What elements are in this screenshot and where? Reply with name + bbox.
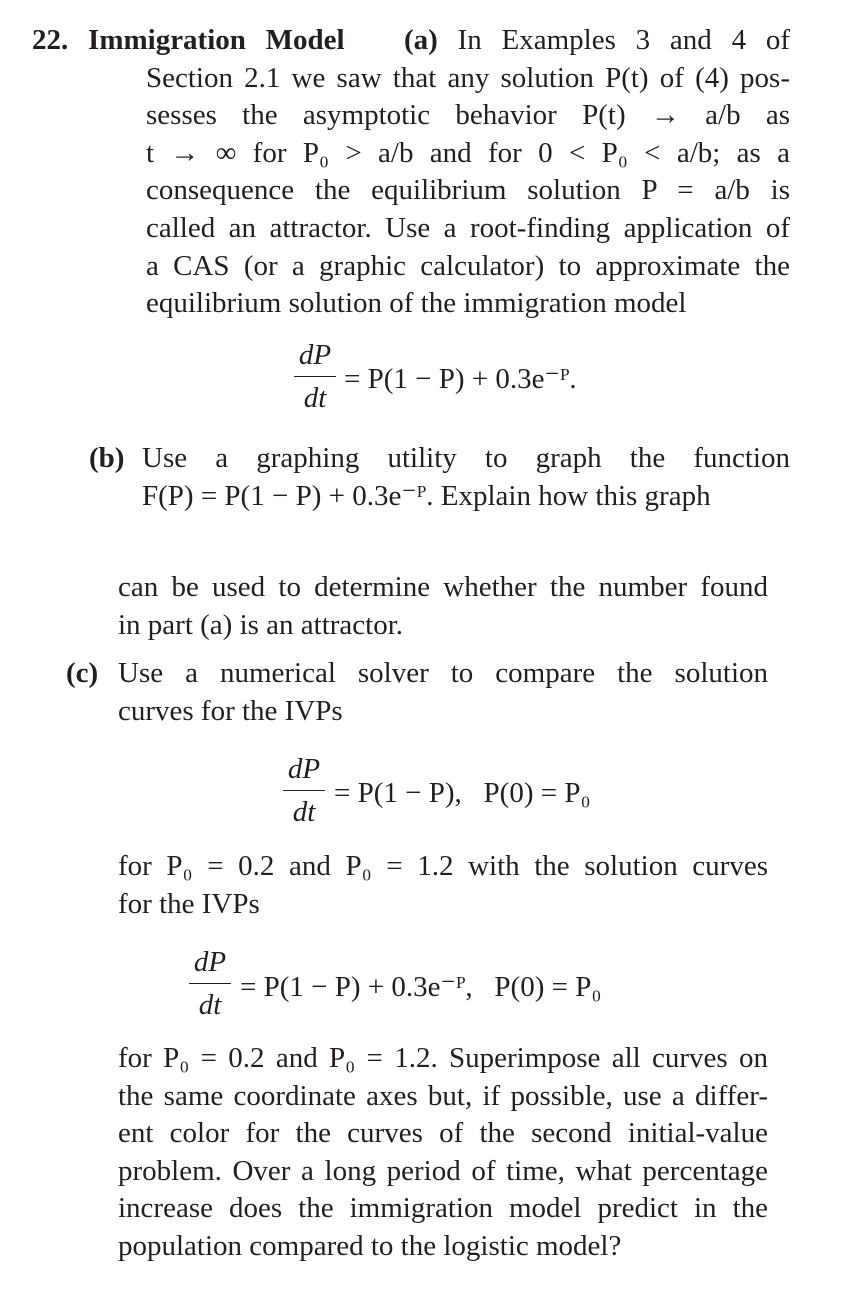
part-c-line: problem. Over a long period of time, what percentage xyxy=(118,1154,768,1187)
part-c-line: ent color for the curves of the second initial-value xyxy=(118,1117,768,1150)
equation-a-denominator: dt xyxy=(303,382,327,414)
equation-a-numerator: dP xyxy=(298,339,332,371)
part-a-line: called an attractor. Use a root-finding application of xyxy=(146,211,790,244)
part-a-line: t → ∞ for P₀ > a/b and for 0 < P₀ < a/b; as a xyxy=(146,136,790,169)
part-c-label: (c) xyxy=(66,657,99,689)
equation-c1-fraction xyxy=(283,752,325,829)
equation-a-fraction xyxy=(294,338,336,415)
part-c-line: for P₀ = 0.2 and P₀ = 1.2. Superimpose all curves on xyxy=(118,1042,768,1074)
equation-a-rhs: = P(1 − P) + 0.3e⁻ᴾ. xyxy=(344,363,577,395)
equation-c1-numerator: dP xyxy=(287,753,321,785)
part-a-line-1: 22. Immigration Model (a) In Examples 3 and 4 of xyxy=(32,24,791,56)
part-a-label: (a) xyxy=(403,24,438,56)
part-c-body-2 xyxy=(118,848,768,923)
part-a-line: Section 2.1 we saw that any solution P(t) of (4) pos- xyxy=(146,61,790,94)
part-b-line: in part (a) is an attractor. xyxy=(118,608,404,641)
part-c-line: for P₀ = 0.2 and P₀ = 1.2 with the solution curves xyxy=(118,850,768,882)
equation-c2-numerator: dP xyxy=(193,946,227,978)
part-c-body-1 xyxy=(118,655,768,730)
part-a-line: a CAS (or a graphic calculator) to approximate the xyxy=(146,249,790,282)
part-c-line: population compared to the logistic model? xyxy=(118,1229,622,1262)
equation-c2-fraction xyxy=(189,945,231,1022)
part-b-line: can be used to determine whether the number found xyxy=(118,571,768,603)
equation-c2-denominator: dt xyxy=(198,989,222,1021)
problem-title: Immigration Model xyxy=(88,24,345,56)
part-a-line: consequence the equilibrium solution P = a/b is xyxy=(146,174,790,207)
part-b-body-continued xyxy=(118,569,768,644)
fraction-bar xyxy=(294,376,336,377)
part-b-line: F(P) = P(1 − P) + 0.3e⁻ᴾ. Explain how this graph xyxy=(142,479,711,512)
part-c-line: increase does the immigration model predict in the xyxy=(118,1192,768,1225)
part-a-body xyxy=(146,60,790,323)
part-c-line: Use a numerical solver to compare the solution xyxy=(118,657,768,689)
fraction-bar xyxy=(189,983,231,984)
problem-number: 22. xyxy=(32,24,69,56)
part-c-line: for the IVPs xyxy=(118,887,260,920)
fraction-bar xyxy=(283,790,325,791)
part-c-body-3 xyxy=(118,1040,768,1266)
part-b-label: (b) xyxy=(89,442,125,474)
part-c-line: curves for the IVPs xyxy=(118,694,343,727)
equation-c1-rhs: = P(1 − P), P(0) = P₀ xyxy=(334,777,591,809)
part-a-text xyxy=(32,22,790,60)
part-c-line: the same coordinate axes but, if possible, use a differ- xyxy=(118,1079,768,1112)
part-a-line: sesses the asymptotic behavior P(t) → a/b as xyxy=(146,99,790,132)
equation-c2-rhs: = P(1 − P) + 0.3e⁻ᴾ, P(0) = P₀ xyxy=(240,971,602,1003)
part-b-line: Use a graphing utility to graph the function xyxy=(142,442,790,474)
equation-c1-denominator: dt xyxy=(292,796,316,828)
part-a-line: equilibrium solution of the immigration model xyxy=(146,287,687,320)
part-b-body xyxy=(142,440,790,515)
